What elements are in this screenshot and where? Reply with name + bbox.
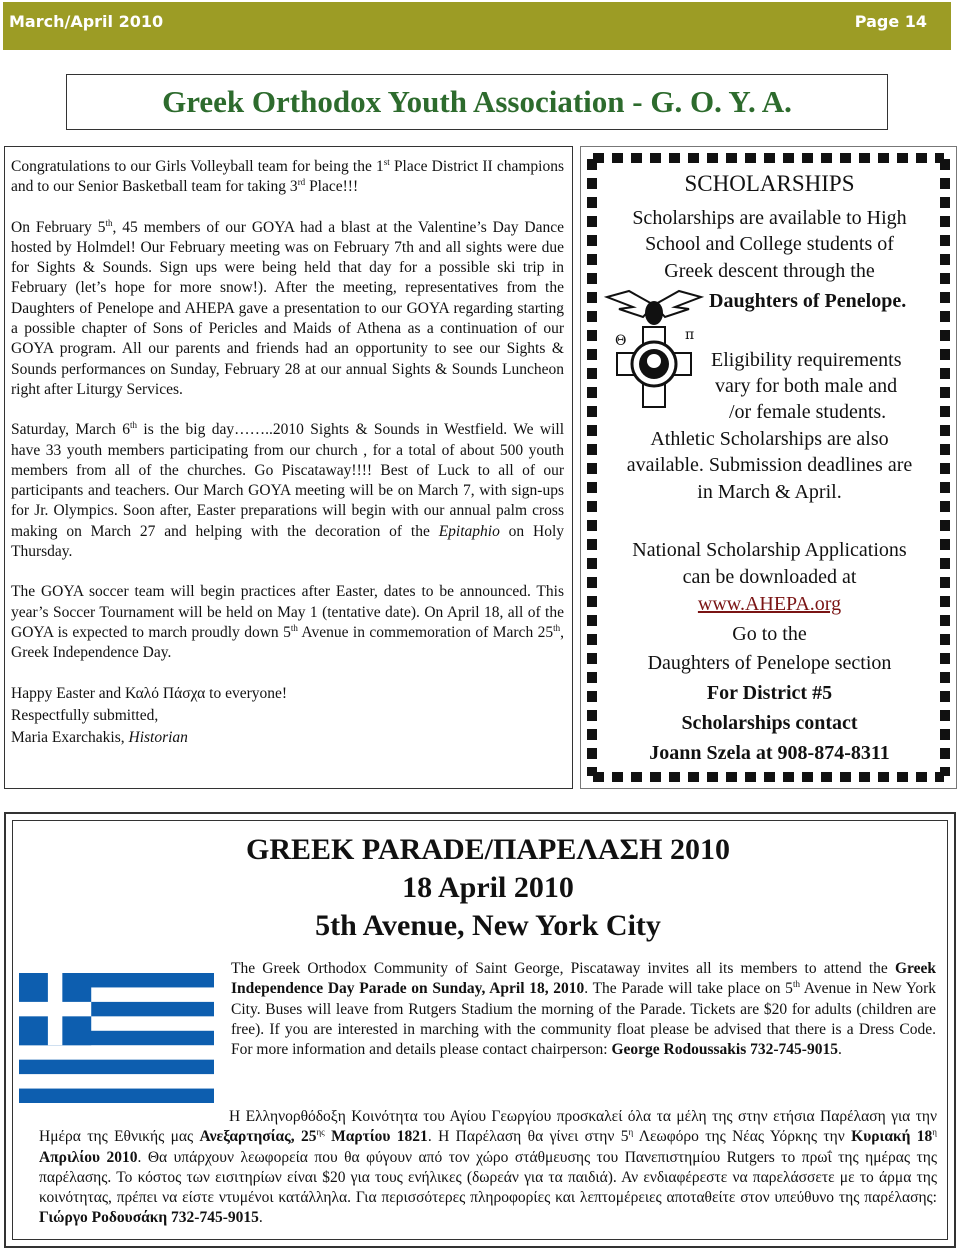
text: Place!!! <box>305 178 359 196</box>
parade-date: 18 April 2010 <box>402 871 574 904</box>
text: The Greek Orthodox Community of Saint George, Piscataway invites all its members to attend the <box>231 960 895 977</box>
section-title-box <box>66 74 888 130</box>
sup: η <box>628 1127 634 1138</box>
goya-paragraph-2 <box>11 218 564 401</box>
ahepa-link[interactable]: www.AHEPA.org <box>697 593 842 615</box>
sup: th <box>553 622 561 633</box>
sch-line-11: National Scholarship Applications <box>632 539 907 561</box>
parade-inner-frame <box>12 820 948 1240</box>
sch-line-17: Joann Szela at 908-874-8311 <box>649 742 890 764</box>
border-ticks-bottom <box>593 772 944 782</box>
sch-line-8: Athletic Scholarships are also <box>650 428 889 450</box>
bold-text: Ανεξαρτησίας, 25 <box>199 1128 317 1146</box>
bold-text: Greek Independence Day Parade on Sunday, April 18, 2010 <box>231 960 936 998</box>
sup: η <box>932 1127 937 1138</box>
parade-box <box>4 812 956 1248</box>
text: is the big day……..2010 Sights & Sounds in Westfield. We will have 33 youth members participating from our church , for a total of about 500 youth members from all of the churches. Go Piscataway!!!! Best of Luck to all of our participants and teachers. Our March GOYA meeting will be on March 7, with sign-ups for Jr. Olympics. Soon after, Easter preparations will begin with our annual palm cross making on March 27 and helping with the decoration of the <box>11 421 564 540</box>
closing-line-1: Happy Easter and Καλό Πάσχα to everyone! <box>11 684 288 702</box>
parade-greek-text <box>39 1107 937 1229</box>
sch-line-16: Scholarships contact <box>681 712 858 734</box>
sch-line-14: Daughters of Penelope section <box>647 652 892 674</box>
parade-location: 5th Avenue, New York City <box>315 909 661 942</box>
sch-line-6: vary for both male and <box>715 375 898 397</box>
sup: th <box>792 979 800 990</box>
sch-line-10: in March & April. <box>697 481 842 503</box>
sup: th <box>290 622 298 633</box>
sch-line-3: Greek descent through the <box>664 260 875 282</box>
italic-text: Epitaphio <box>438 522 500 540</box>
section-title: Greek Orthodox Youth Association - G. O. Y. A. <box>162 84 792 119</box>
sch-line-12: can be downloaded at <box>682 566 857 588</box>
sup: th <box>105 217 113 228</box>
sch-line-1: Scholarships are available to High <box>632 207 907 229</box>
text: Λεωφόρο της Νέας Υόρκης την <box>633 1128 852 1146</box>
ahepa-eagle-emblem-icon <box>599 287 709 413</box>
goya-paragraph-1 <box>11 157 564 198</box>
text: , 45 members of our GOYA had a blast at the Valentine’s Day Dance hosted by Holmdel! Our February meeting was on February 7th and all sights were due for Sights & Sounds. Sign ups were being held that day for a possible ski trip in February (let’s hope for more snow!). After the meeting, representatives from the Daughters of Penelope and AHEPA gave a presentation to our GOYA regarding starting a possible chapter of Sons of Pericles and Maids of Athena as a continuation of our GOYA program. All our parents and friends had an opportunity to see our Sights & Sounds performances on Sunday, February 28 at our annual Sights & Sounds Luncheon right after Liturgy Services. <box>11 218 564 398</box>
goya-paragraph-3 <box>11 420 564 562</box>
closing-line-2: Respectfully submitted, <box>11 706 159 724</box>
goya-paragraph-4 <box>11 582 564 663</box>
greek-flag-icon <box>19 973 214 1103</box>
parade-english-text <box>231 959 936 1060</box>
text: Η Ελληνορθόδοξη Κοινότητα του Αγίου Γεωργίου προσκαλεί όλα τα μέλη της στην ετήσια Παρέλαση για την Ημέρα της Εθνικής μας <box>39 1108 937 1146</box>
text: . Θα υπάρχουν λεωφορεία που θα φύγουν από τον χώρο στάθμευσης του Πανεπιστημίου Rutgers το πρωΐ της ημέρας της παρέλασης. Το κόστος των εισιτηρίων είναι $20 για τους ενήλικες (δωρεάν για τα παιδιά). Αν ενδιαφέρεστε να παρελάσσετε με το άρμα της κοινότητας, πρέπει να είστε ντυμένοι κατάλληλα. Για περισσότερες πληροφορίες και λεπτομέρειες αποταθείτε στον υπεύθυνο της παρέλασης: <box>39 1148 937 1207</box>
sch-line-4: Daughters of Penelope. <box>709 290 907 312</box>
author-name: Maria Exarchakis, <box>11 729 129 747</box>
text: . Η Παρέλαση θα γίνει στην 5 <box>427 1128 629 1146</box>
sch-line-5: Eligibility requirements <box>711 349 902 371</box>
bold-text: Γιώργο Ροδουσάκη 732-745-9015 <box>39 1209 259 1227</box>
issue-date: March/April 2010 <box>9 12 164 31</box>
text: , Greek Independence Day. <box>11 623 565 662</box>
sup: ης <box>316 1127 325 1138</box>
sup: th <box>130 420 138 431</box>
emblem-letter-pi: π <box>685 327 695 343</box>
text: on Holy Thursday. <box>11 522 565 561</box>
text: . <box>837 1041 842 1059</box>
text: . The Parade will take place on 5 <box>584 980 793 998</box>
text: On February 5 <box>11 218 106 236</box>
text: . <box>258 1209 263 1227</box>
sch-line-13: Go to the <box>732 623 807 645</box>
text: Saturday, March 6 <box>11 421 130 439</box>
signature-line <box>11 728 564 748</box>
text: Avenue in commemoration of March 25 <box>297 623 554 641</box>
sch-line-15: For District #5 <box>706 682 833 704</box>
bold-text: Κυριακή 18 <box>851 1128 933 1146</box>
sch-line-9: available. Submission deadlines are <box>626 454 913 476</box>
text: Avenue in New York City. Buses will leave from Rutgers Stadium the morning of the Parade. Tickets are $20 for adults (children are free). If you are interested in marching with the community float please be advised that there is a Dress Code. For more information and details please contact chairperson: <box>231 980 936 1059</box>
sup: rd <box>297 177 306 188</box>
bold-text: George Rodoussakis 732-745-9015 <box>611 1041 838 1059</box>
sch-line-2: School and College students of <box>645 233 894 255</box>
page-header-bar <box>3 2 951 50</box>
text: Congratulations to our Girls Volleyball team for being the 1 <box>11 158 384 175</box>
author-role: Historian <box>128 729 188 747</box>
page-number: Page 14 <box>854 12 927 31</box>
scholarships-heading: SCHOLARSHIPS <box>684 171 855 196</box>
border-ticks-top <box>593 153 944 163</box>
sup: st <box>383 156 390 167</box>
text: The GOYA soccer team will begin practices after Easter, dates to be announced. This year’s Soccer Tournament will be held on May 1 (tentative date). On April 18, all of the GOYA is expected to march proudly down 5 <box>11 583 564 641</box>
scholarships-box <box>580 146 957 789</box>
emblem-letter-theta: Θ <box>615 333 627 349</box>
sch-line-7: /or female students. <box>729 401 887 423</box>
goya-article <box>4 146 573 789</box>
bold-text: Απριλίου 2010 <box>39 1148 138 1166</box>
bold-text: Μαρτίου 1821 <box>324 1128 428 1146</box>
text: Place District II champions and to our Senior Basketball team for taking 3 <box>11 158 564 196</box>
parade-title: GREEK PARADE/ΠΑΡΕΛΑΣΗ 2010 <box>246 833 730 866</box>
